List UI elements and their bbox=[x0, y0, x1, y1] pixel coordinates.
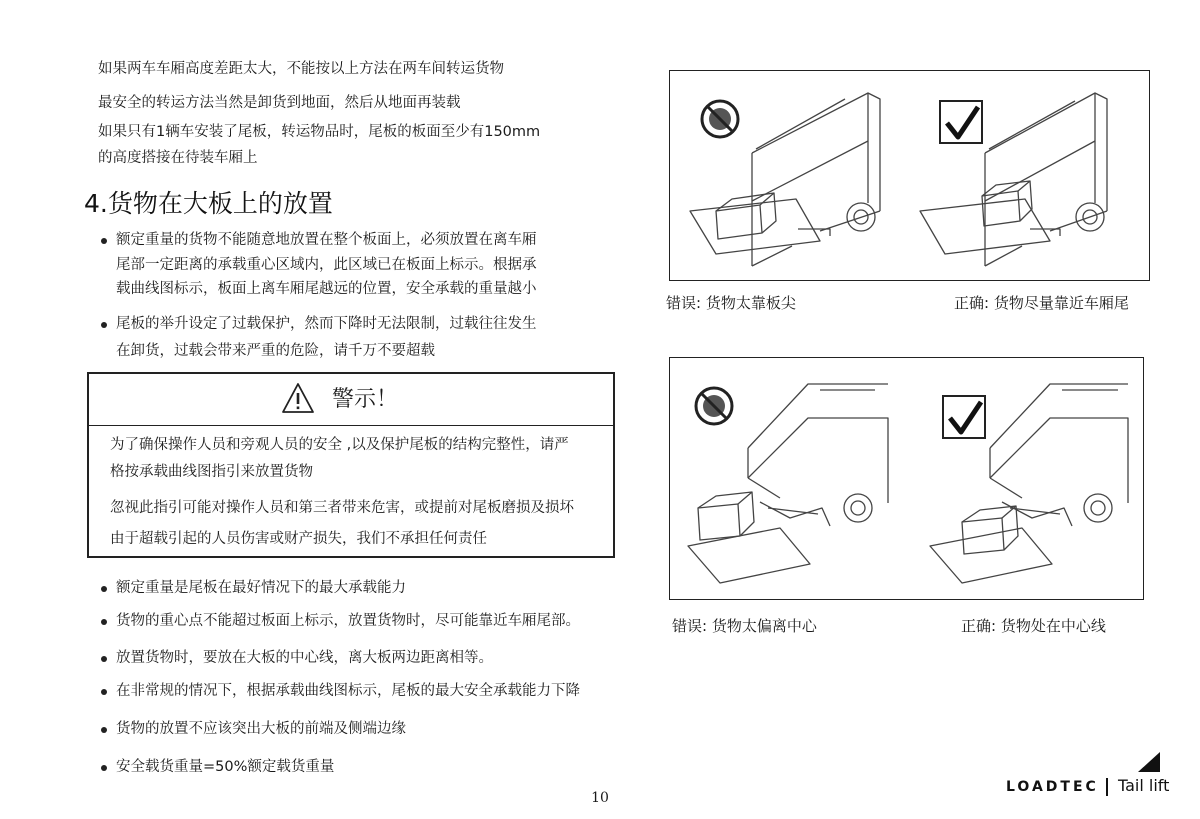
figure-cargo-position bbox=[669, 70, 1150, 281]
truck-illustration bbox=[670, 71, 1148, 279]
caption-wrong: 错误: 货物太靠板尖 bbox=[666, 294, 796, 312]
bullet-line: 货物的重心点不能超过板面上标示，放置货物时，尽可能靠近车厢尾部。 bbox=[116, 613, 580, 629]
bullet-dot bbox=[101, 727, 107, 733]
bullet-dot bbox=[101, 322, 107, 328]
brand-product: Tail lift bbox=[1117, 776, 1170, 795]
warning-box bbox=[87, 372, 615, 558]
brand-name: LOADTEC bbox=[1006, 779, 1099, 795]
truck-illustration bbox=[670, 358, 1142, 598]
intro-line: 如果只有1辆车安装了尾板，转运物品时，尾板的板面至少有150mm bbox=[98, 124, 541, 140]
bullet-dot bbox=[101, 689, 107, 695]
bullet-line: 尾部一定距离的承载重心区域内，此区域已在板面上标示。根据承 bbox=[116, 257, 537, 273]
warning-line: 忽视此指引可能对操作人员和第三者带来危害，或提前对尾板磨损及损坏 bbox=[110, 500, 574, 516]
bullet-dot bbox=[101, 656, 107, 662]
warning-line: 为了确保操作人员和旁观人员的安全 ,以及保护尾板的结构完整性，请严 bbox=[110, 437, 569, 453]
prohibited-icon bbox=[702, 101, 738, 137]
warning-line: 由于超载引起的人员伤害或财产损失，我们不承担任何责任 bbox=[110, 531, 487, 547]
intro-line: 最安全的转运方法当然是卸货到地面，然后从地面再装载 bbox=[98, 95, 461, 111]
checkmark-icon bbox=[943, 396, 985, 438]
bullet-dot bbox=[101, 586, 107, 592]
brand-divider bbox=[1106, 778, 1108, 796]
caption-right: 正确: 货物处在中心线 bbox=[961, 617, 1106, 635]
warning-header bbox=[89, 374, 613, 426]
bullet-line: 放置货物时，要放在大板的中心线，离大板两边距离相等。 bbox=[116, 650, 493, 666]
intro-line: 如果两车车厢高度差距太大，不能按以上方法在两车间转运货物 bbox=[98, 61, 504, 77]
warning-title: 警示！ bbox=[332, 387, 399, 412]
bullet-dot bbox=[101, 765, 107, 771]
bullet-line: 载曲线图标示，板面上离车厢尾越远的位置，安全承载的重量越小 bbox=[116, 281, 537, 297]
warning-triangle-icon bbox=[281, 382, 315, 414]
bullet-dot bbox=[101, 619, 107, 625]
prohibited-icon bbox=[696, 388, 732, 424]
page-number: 10 bbox=[591, 790, 609, 806]
figure-cargo-centering bbox=[669, 357, 1144, 600]
bullet-line: 额定重量的货物不能随意地放置在整个板面上，必须放置在离车厢 bbox=[116, 232, 537, 248]
checkmark-icon bbox=[940, 101, 982, 143]
brand-triangle-icon bbox=[1138, 752, 1160, 772]
bullet-line: 货物的放置不应该突出大板的前端及侧端边缘 bbox=[116, 721, 406, 737]
caption-wrong: 错误: 货物太偏离中心 bbox=[672, 617, 817, 635]
intro-line: 的高度搭接在待装车厢上 bbox=[98, 150, 258, 166]
bullet-line: 尾板的举升设定了过载保护，然而下降时无法限制，过载往往发生 bbox=[116, 316, 537, 332]
bullet-dot bbox=[101, 238, 107, 244]
bullet-line: 在卸货，过载会带来严重的危险，请千万不要超载 bbox=[116, 343, 435, 359]
caption-right: 正确: 货物尽量靠近车厢尾 bbox=[954, 294, 1129, 312]
warning-line: 格按承载曲线图指引来放置货物 bbox=[110, 464, 313, 480]
bullet-line: 额定重量是尾板在最好情况下的最大承载能力 bbox=[116, 580, 406, 596]
bullet-line: 安全载货重量=50%额定载货重量 bbox=[116, 759, 335, 775]
section-title: 4.货物在大板上的放置 bbox=[84, 189, 333, 218]
bullet-line: 在非常规的情况下，根据承载曲线图标示，尾板的最大安全承载能力下降 bbox=[116, 683, 580, 699]
brand-logo bbox=[1006, 776, 1169, 796]
